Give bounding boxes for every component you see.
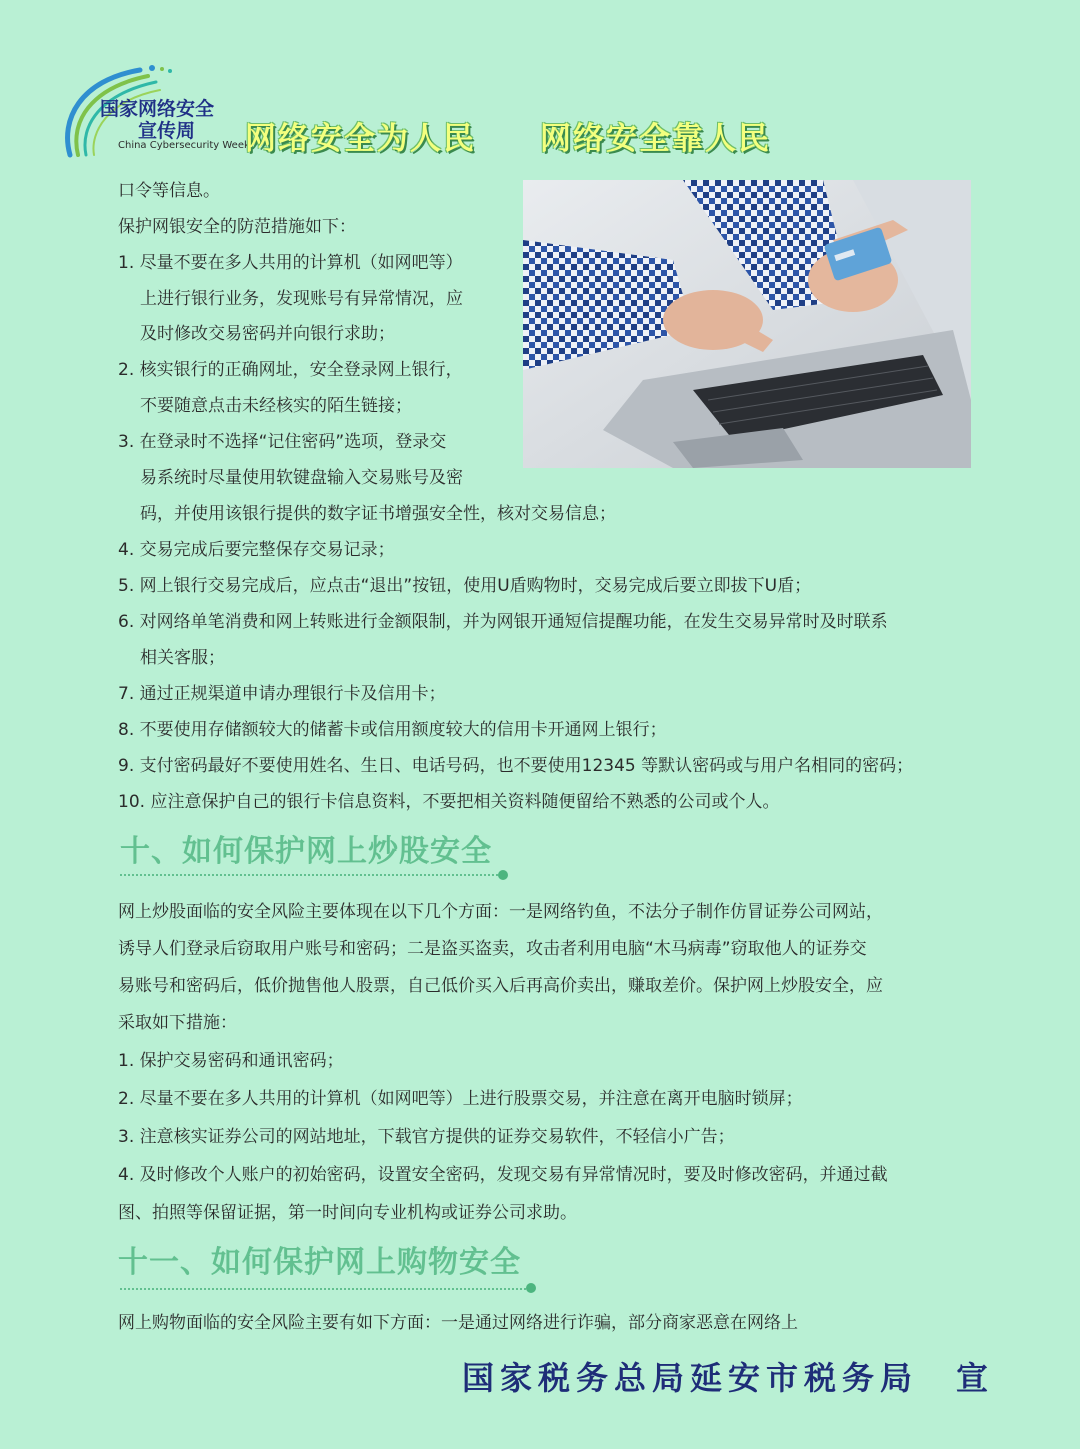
section-heading-11: 十一、如何保护网上购物安全 (118, 1245, 521, 1280)
list-item: 2. 核实银行的正确网址，安全登录网上银行， (118, 360, 463, 380)
divider-dot-icon (498, 870, 508, 880)
list-item: 7. 通过正规渠道申请办理银行卡及信用卡； (118, 684, 446, 704)
publisher-footer: 国家税务总局延安市税务局 宣 (462, 1359, 995, 1397)
list-item: 5. 网上银行交易完成后，应点击“退出”按钮，使用U盾购物时，交易完成后要立即拔下U盾； (118, 576, 812, 596)
list-item-continuation: 图、拍照等保留证据，第一时间向专业机构或证券公司求助。 (118, 1203, 577, 1223)
list-item: 4. 交易完成后要完整保存交易记录； (118, 540, 395, 560)
list-item: 8. 不要使用存储额较大的储蓄卡或信用额度较大的信用卡开通网上银行； (118, 720, 667, 740)
list-item: 4. 及时修改个人账户的初始密码，设置安全密码，发现交易有异常情况时，要及时修改密码，并通过截 (118, 1165, 888, 1185)
body-text-line: 易账号和密码后，低价抛售他人股票，自己低价买入后再高价卖出，赚取差价。保护网上炒股安全，应 (118, 976, 883, 996)
list-item-continuation: 相关客服； (140, 648, 225, 668)
list-item: 9. 支付密码最好不要使用姓名、生日、电话号码，也不要使用12345 等默认密码或与用户名相同的密码； (118, 756, 914, 776)
body-text-line: 保护网银安全的防范措施如下： (118, 217, 356, 237)
cybersecurity-week-logo (60, 60, 250, 160)
list-item: 6. 对网络单笔消费和网上转账进行金额限制，并为网银开通短信提醒功能，在发生交易异常时及时联系 (118, 612, 888, 632)
logo-title-line2: 宣传周 (138, 120, 196, 142)
list-item: 1. 保护交易密码和通讯密码； (118, 1051, 344, 1071)
slogan-right: 网络安全靠人民 (540, 121, 771, 157)
heading-divider (120, 1288, 526, 1290)
list-item: 1. 尽量不要在多人共用的计算机（如网吧等） (118, 253, 463, 273)
body-text-line: 诱导人们登录后窃取用户账号和密码；二是盗买盗卖，攻击者利用电脑“木马病毒”窃取他人的证券交 (118, 939, 867, 959)
list-item-continuation: 易系统时尽量使用软键盘输入交易账号及密 (140, 468, 463, 488)
body-text-line: 网上购物面临的安全风险主要有如下方面：一是通过网络进行诈骗，部分商家恶意在网络上 (118, 1313, 798, 1333)
list-item-continuation: 码，并使用该银行提供的数字证书增强安全性，核对交易信息； (140, 504, 616, 524)
list-item: 10. 应注意保护自己的银行卡信息资料，不要把相关资料随便留给不熟悉的公司或个人。 (118, 792, 780, 812)
divider-dot-icon (526, 1283, 536, 1293)
list-item: 3. 注意核实证券公司的网站地址，下载官方提供的证券交易软件，不轻信小广告； (118, 1127, 735, 1147)
logo-english-name: China Cybersecurity Week (118, 140, 250, 151)
body-text-line: 口令等信息。 (118, 181, 220, 201)
section-heading-10: 十、如何保护网上炒股安全 (120, 834, 492, 869)
list-item: 3. 在登录时不选择“记住密码”选项，登录交 (118, 432, 447, 452)
heading-divider (120, 874, 498, 876)
slogan-left: 网络安全为人民 (245, 121, 476, 157)
list-item-continuation: 上进行银行业务，发现账号有异常情况，应 (140, 289, 463, 309)
list-item-continuation: 不要随意点击未经核实的陌生链接； (140, 396, 412, 416)
logo-title-line1: 国家网络安全 (100, 98, 215, 120)
body-text-line: 采取如下措施： (118, 1013, 237, 1033)
list-item-continuation: 及时修改交易密码并向银行求助； (140, 324, 395, 344)
laptop-banking-photo (523, 180, 971, 468)
body-text-line: 网上炒股面临的安全风险主要体现在以下几个方面：一是网络钓鱼，不法分子制作仿冒证券公司网站， (118, 902, 883, 922)
list-item: 2. 尽量不要在多人共用的计算机（如网吧等）上进行股票交易，并注意在离开电脑时锁屏； (118, 1089, 803, 1109)
